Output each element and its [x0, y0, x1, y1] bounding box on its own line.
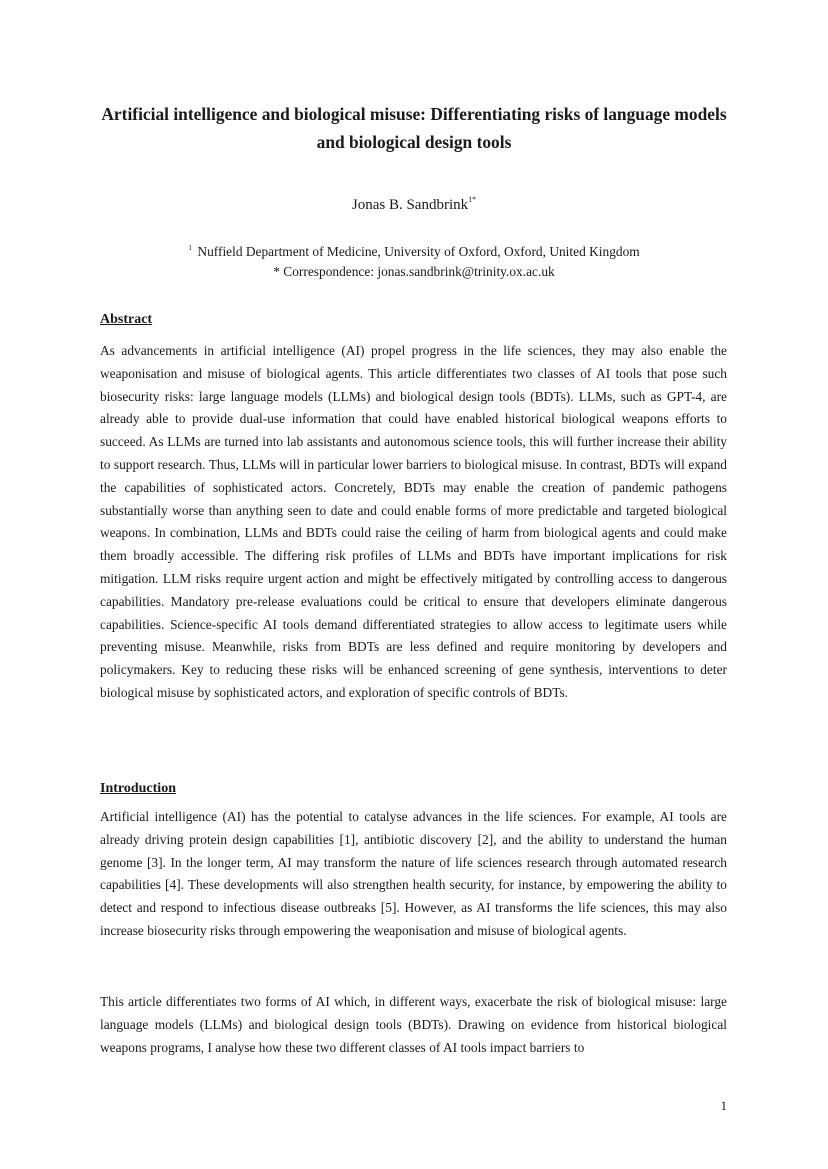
abstract-heading: Abstract — [100, 312, 153, 327]
introduction-paragraph-1: Artificial intelligence (AI) has the potential to catalyse advances in the life sciences. For example, AI tools are already driving protein design capabilities [1], antibiotic discovery [2], and the ability to understand the human genome [3]. In the longer term, AI may transform the nature of life sciences research through automated research capabilities [4]. These developments will also strengthen health security, for instance, by empowering the ability to detect and respond to infectious disease outbreaks [5]. However, as AI transforms the life sciences, this may also increase biosecurity risks through empowering the weaponisation and misuse of biological agents. — [100, 809, 727, 938]
page-number: 1 — [720, 1098, 727, 1113]
affiliation-line — [100, 238, 728, 262]
affiliation-block — [100, 238, 728, 282]
affiliation-marker: 1 — [188, 243, 193, 252]
abstract-text: As advancements in artificial intelligence (AI) propel progress in the life sciences, they may also enable the weaponisation and misuse of biological agents. This article differentiates two classes of AI tools that pose such biosecurity risks: large language models (LLMs) and biological design tools (BDTs). LLMs, such as GPT-4, are already able to provide dual-use information that could have enabled historical biological weapons efforts to succeed. As LLMs are turned into lab assistants and autonomous science tools, this will further increase their ability to support research. Thus, LLMs will in particular lower barriers to biological misuse. In contrast, BDTs will expand the capabilities of sophisticated actors. Concretely, BDTs may enable the creation of pandemic pathogens substantially worse than anything seen to date and could enable forms of more predictable and targeted biological weapons. In combination, LLMs and BDTs could raise the ceiling of harm from biological agents and could make them broadly accessible. The differing risk profiles of LLMs and BDTs have important implications for risk mitigation. LLM risks require urgent action and might be effectively mitigated by controlling access to dangerous capabilities. Mandatory pre-release evaluations could be critical to ensure that developers eliminate dangerous capabilities. Science-specific AI tools demand differentiated strategies to allow access to legitimate users while preventing misuse. Meanwhile, risks from BDTs are less defined and require monitoring by developers and policymakers. Key to reducing these risks will be enhanced screening of gene synthesis, interventions to deter biological misuse by sophisticated actors, and exploration of specific controls of BDTs. — [100, 343, 727, 700]
introduction-heading: Introduction — [100, 781, 176, 796]
author-marker: 1* — [468, 195, 477, 204]
correspondence-line: * Correspondence: jonas.sandbrink@trinity.ox.ac.uk — [273, 264, 555, 279]
author-line — [100, 191, 728, 214]
author-name: Jonas B. Sandbrink — [351, 197, 469, 213]
introduction-paragraph-2: This article differentiates two forms of AI which, in different ways, exacerbate the risk of biological misuse: large language models (LLMs) and biological design tools (BDTs). Drawing on evidence from historical biological weapons programs, I analyse how these two different classes of AI tools impact barriers to — [100, 994, 727, 1055]
affiliation-text: Nuffield Department of Medicine, University of Oxford, Oxford, United Kingdom — [197, 244, 640, 259]
paper-title: Artificial intelligence and biological misuse: Differentiating risks of language models and biological design tools — [101, 104, 727, 152]
